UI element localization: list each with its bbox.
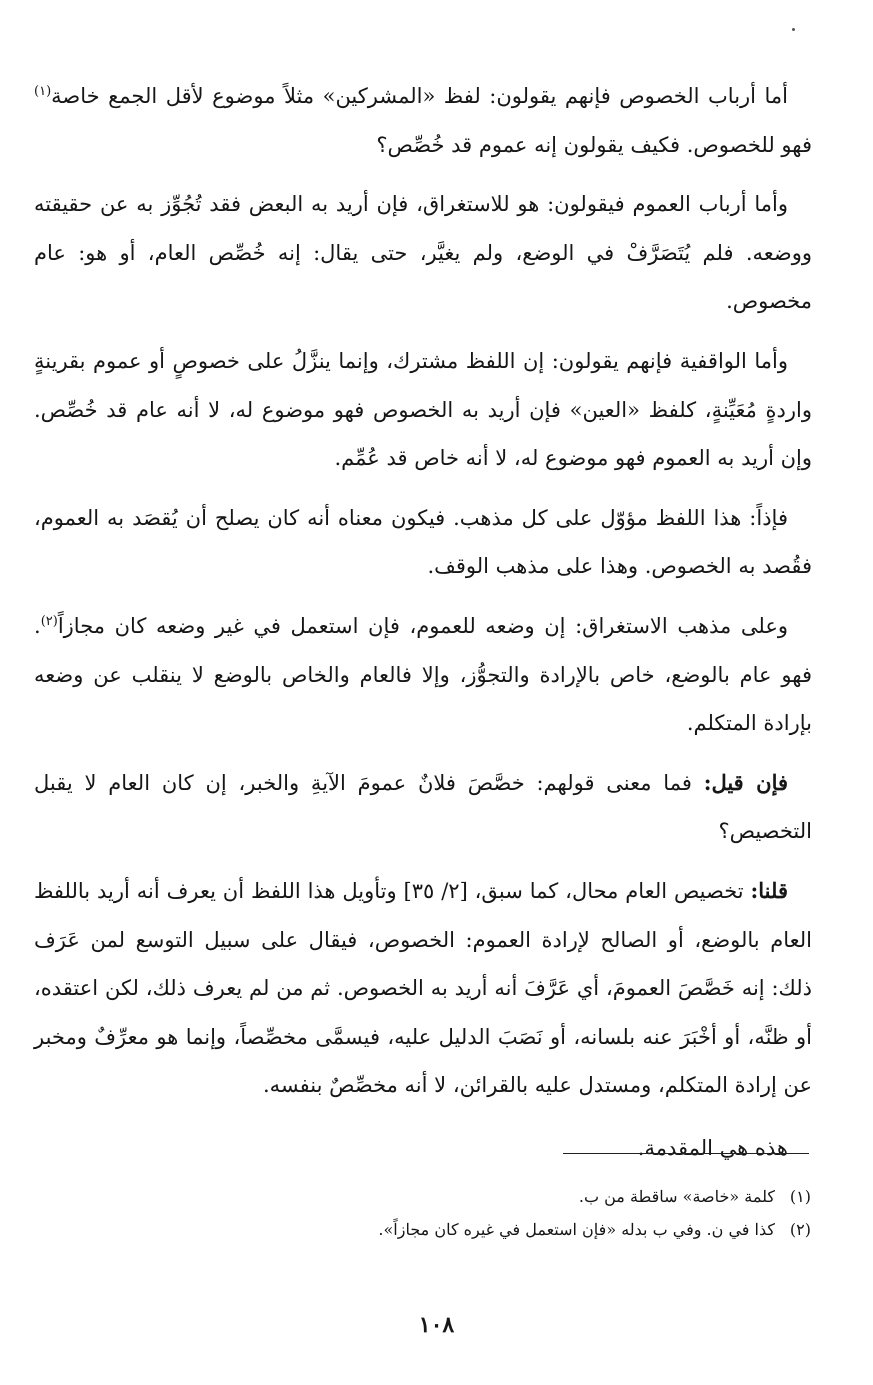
footnote-ref-2: (٢) xyxy=(40,613,58,629)
paragraph-text: تخصيص العام محال، كما سبق، [٢/ ٣٥] وتأويل هذا اللفظ أن يعرف أنه أريد باللفظ العام بالوضع، أو الصالح لإرادة العموم: الخصوص، فيقال على سبيل التوسع لمن عَرَف ذلك: إنه خَصَّصَ العمومَ، أي عَرَّفَ أنه أريد به الخصوص. ثم من لم يعرف ذلك، لكن اعتقده، أو ظنَّه، أو أخْبَرَ عنه بلسانه، أو نَصَبَ الدليل عليه، فيسمَّى مخصِّصاً، وإنما هو معرِّفٌ ومخبر عن إرادة المتكلم، ومستدل عليه بالقرائن، لا أنه مخصِّصٌ بنفسه. xyxy=(34,878,812,1098)
paragraph-text: أما أرباب الخصوص فإنهم يقولون: لفظ «المشركين» مثلاً موضوع لأقل الجمع خاصة xyxy=(51,84,788,108)
corner-mark xyxy=(792,28,795,31)
footnote-divider xyxy=(563,1153,809,1154)
paragraph-text: وأما أرباب العموم فيقولون: هو للاستغراق، فإن أريد به البعض فقد تُجُوِّز به عن حقيقته ووضعه. فلم يُتَصَرَّفْ في الوضع، ولم يغيَّر، حتى يقال: إنه خُصِّص العام، أو هو: عام مخصوص. xyxy=(34,192,812,314)
paragraph-text-continued: فهو للخصوص. فكيف يقولون إنه عموم قد خُصِّص؟ xyxy=(376,132,812,157)
paragraph-5 xyxy=(34,602,812,748)
paragraph-6 xyxy=(34,759,812,856)
paragraph-1 xyxy=(34,72,812,169)
footnote-text: كلمة «خاصة» ساقطة من ب. xyxy=(578,1187,775,1206)
paragraph-2 xyxy=(34,180,812,326)
main-text xyxy=(34,72,812,1183)
paragraph-text: وعلى مذهب الاستغراق: إن وضعه للعموم، فإن استعمل في غير وضعه كان مجازاً xyxy=(57,613,788,638)
page-number: ١٠٨ xyxy=(418,1312,455,1338)
paragraph-text: فما معنى قولهم: خصَّصَ فلانٌ عمومَ الآيةِ والخبر، إن كان العام لا يقبل التخصيص؟ xyxy=(34,770,812,844)
paragraph-4 xyxy=(34,494,812,591)
paragraph-text: فإذاً: هذا اللفظ مؤوّل على كل مذهب. فيكون معناه أنه كان يصلح أن يُقصَد به العموم، فقُصد به الخصوص. وهذا على مذهب الوقف. xyxy=(34,505,812,579)
closing-line: هذه هي المقدمة. xyxy=(637,1135,788,1160)
paragraph-7 xyxy=(34,867,812,1110)
footnote-number: (٢) xyxy=(789,1220,811,1239)
footnote-2 xyxy=(71,1213,811,1246)
footnote-number: (١) xyxy=(789,1187,811,1206)
paragraph-text-continued: . فهو عام بالوضع، خاص بالإرادة والتجوُّز، وإلا فالعام والخاص بالوضع لا ينقلب عن وضعه بإرادة المتكلم. xyxy=(34,613,812,736)
paragraph-text: وأما الواقفية فإنهم يقولون: إن اللفظ مشترك، وإنما ينزَّلُ على خصوصٍ أو عموم بقرينةٍ واردةٍ مُعَيِّنةٍ، كلفظ «العين» فإن أريد به الخصوص فهو موضوع له، لا أنه عام قد خُصِّص. وإن أريد به العموم فهو موضوع له، لا أنه خاص قد عُمِّم. xyxy=(34,348,812,471)
paragraph-lead: قلنا: xyxy=(750,877,788,903)
footnote-text: كذا في ن. وفي ب بدله «فإن استعمل في غيره كان مجازاً». xyxy=(378,1220,775,1239)
footnote-1 xyxy=(71,1180,811,1213)
footnotes xyxy=(71,1180,811,1246)
paragraph-3 xyxy=(34,337,812,483)
paragraph-lead: فإن قيل: xyxy=(703,769,789,795)
footnote-ref-1: (١) xyxy=(34,84,52,99)
